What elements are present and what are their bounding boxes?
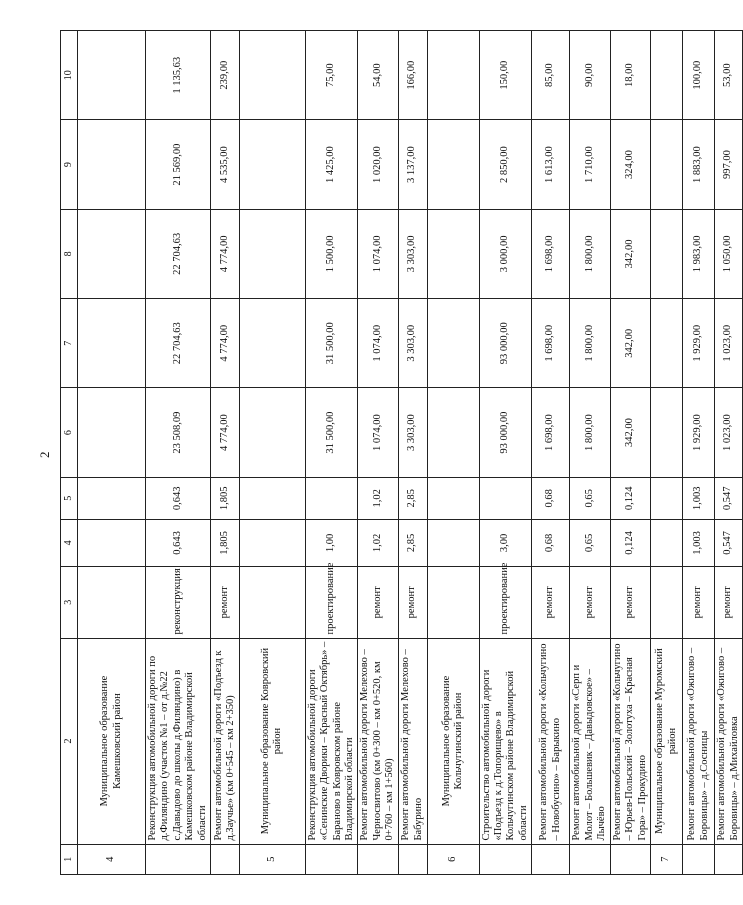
road-name-cell: Строительство автомобильной дороги «Подъезд к д.Топорищево» в Кольчугинском районе Владимирской области xyxy=(479,638,532,844)
value-cell: 3 303,00 xyxy=(398,388,427,477)
header-cell: 7 xyxy=(61,299,78,388)
work-type-cell: проектирование xyxy=(479,567,532,638)
length-cell: 2,85 xyxy=(398,519,427,566)
length-cell: 2,85 xyxy=(398,477,427,519)
empty-cell xyxy=(305,844,358,874)
value-cell: 4 774,00 xyxy=(210,209,239,298)
road-name-cell: Ремонт автомобильной дороги Мелехово – Бабурино xyxy=(398,638,427,844)
empty-cell xyxy=(78,477,146,519)
value-cell: 22 704,63 xyxy=(146,299,211,388)
empty-cell xyxy=(78,120,146,209)
table-row xyxy=(398,31,427,875)
empty-cell xyxy=(239,31,305,120)
road-name-cell: Ремонт автомобильной дороги «Серп и Молот – Большевик – Давыдовское» – Лычёво xyxy=(570,638,611,844)
value-cell: 1 800,00 xyxy=(570,299,611,388)
empty-cell xyxy=(239,477,305,519)
empty-cell xyxy=(78,388,146,477)
empty-cell xyxy=(479,844,532,874)
value-cell: 3 137,00 xyxy=(398,120,427,209)
length-cell: 0,68 xyxy=(532,519,570,566)
work-type-cell: ремонт xyxy=(570,567,611,638)
length-cell: 1,02 xyxy=(358,519,398,566)
table-row xyxy=(683,31,715,875)
empty-cell xyxy=(651,477,683,519)
length-cell: 3,00 xyxy=(479,519,532,566)
empty-cell xyxy=(427,31,479,120)
section-number: 7 xyxy=(651,844,683,874)
value-cell: 1 020,00 xyxy=(358,120,398,209)
empty-cell xyxy=(78,209,146,298)
length-cell: 0,643 xyxy=(146,519,211,566)
section-row xyxy=(78,31,146,875)
length-cell: 1,805 xyxy=(210,519,239,566)
value-cell: 53,00 xyxy=(715,31,743,120)
header-cell: 5 xyxy=(61,477,78,519)
table-row xyxy=(570,31,611,875)
header-cell: 1 xyxy=(61,844,78,874)
road-name-cell: Ремонт автомобильной дороги «Кольчугино – Новобусино» – Барыкино xyxy=(532,638,570,844)
value-cell: 1 698,00 xyxy=(532,388,570,477)
empty-cell xyxy=(427,388,479,477)
value-cell: 3 000,00 xyxy=(479,209,532,298)
value-cell: 2 850,00 xyxy=(479,120,532,209)
value-cell: 342,00 xyxy=(611,299,651,388)
empty-cell xyxy=(239,567,305,638)
value-cell: 100,00 xyxy=(683,31,715,120)
road-name-cell: Ремонт автомобильной дороги «Кольчугино – Юрьев-Польский – Золотуха – Красная Гора» – Прокудино xyxy=(611,638,651,844)
empty-cell xyxy=(570,844,611,874)
section-title: Муниципальное образование Муромский район xyxy=(651,638,683,844)
empty-cell xyxy=(651,519,683,566)
value-cell: 1 929,00 xyxy=(683,299,715,388)
value-cell: 324,00 xyxy=(611,120,651,209)
value-cell: 93 000,00 xyxy=(479,388,532,477)
empty-cell xyxy=(651,31,683,120)
value-cell: 1 023,00 xyxy=(715,299,743,388)
value-cell: 1 800,00 xyxy=(570,388,611,477)
length-cell: 1,805 xyxy=(210,477,239,519)
length-cell: 0,643 xyxy=(146,477,211,519)
empty-cell xyxy=(651,120,683,209)
header-cell: 9 xyxy=(61,120,78,209)
value-cell: 85,00 xyxy=(532,31,570,120)
rotated-table-container xyxy=(60,30,740,875)
empty-cell xyxy=(651,388,683,477)
value-cell: 239,00 xyxy=(210,31,239,120)
road-works-table xyxy=(60,30,743,875)
empty-cell xyxy=(146,844,211,874)
length-cell xyxy=(305,477,358,519)
length-cell: 1,003 xyxy=(683,477,715,519)
empty-cell xyxy=(611,844,651,874)
work-type-cell: ремонт xyxy=(611,567,651,638)
empty-cell xyxy=(78,519,146,566)
value-cell: 1 698,00 xyxy=(532,299,570,388)
work-type-cell: реконструкция xyxy=(146,567,211,638)
empty-cell xyxy=(683,844,715,874)
value-cell: 31 500,00 xyxy=(305,299,358,388)
empty-cell xyxy=(239,120,305,209)
value-cell: 90,00 xyxy=(570,31,611,120)
value-cell: 22 704,63 xyxy=(146,209,211,298)
section-number: 5 xyxy=(239,844,305,874)
work-type-cell: ремонт xyxy=(683,567,715,638)
length-cell: 0,65 xyxy=(570,519,611,566)
road-name-cell: Ремонт автомобильной дороги «Ожигово – Боровицы» – д.Сосницы xyxy=(683,638,715,844)
page-number: 2 xyxy=(37,451,52,458)
value-cell: 1 500,00 xyxy=(305,209,358,298)
value-cell: 150,00 xyxy=(479,31,532,120)
road-name-cell: Реконструкция автомобильной дороги «Сенинские Дворики – Красный Октябрь» – Бараново в Ковровском районе Владимирской области xyxy=(305,638,358,844)
empty-cell xyxy=(78,567,146,638)
header-cell: 8 xyxy=(61,209,78,298)
section-title: Муниципальное образование Ковровский район xyxy=(239,638,305,844)
value-cell: 3 303,00 xyxy=(398,209,427,298)
road-name-cell: Ремонт автомобильной дороги Мелехово – Черносвитово (км 0+300 – км 0+520, км 0+760 – км 1+560) xyxy=(358,638,398,844)
length-cell: 0,68 xyxy=(532,477,570,519)
road-name-cell: Ремонт автомобильной дороги «Подъезд к д.Заучье» (км 0+545 – км 2+350) xyxy=(210,638,239,844)
empty-cell xyxy=(715,844,743,874)
header-cell: 3 xyxy=(61,567,78,638)
table-row xyxy=(479,31,532,875)
empty-cell xyxy=(651,209,683,298)
empty-cell xyxy=(532,844,570,874)
value-cell: 93 000,00 xyxy=(479,299,532,388)
document-frame xyxy=(60,30,740,875)
header-cell: 6 xyxy=(61,388,78,477)
length-cell xyxy=(479,477,532,519)
section-row xyxy=(239,31,305,875)
work-type-cell: ремонт xyxy=(210,567,239,638)
value-cell: 342,00 xyxy=(611,209,651,298)
value-cell: 1 135,63 xyxy=(146,31,211,120)
section-title: Муниципальное образование Кольчугинский район xyxy=(427,638,479,844)
table-row xyxy=(305,31,358,875)
value-cell: 4 774,00 xyxy=(210,299,239,388)
section-number: 6 xyxy=(427,844,479,874)
empty-cell xyxy=(78,31,146,120)
table-row xyxy=(210,31,239,875)
empty-cell xyxy=(239,299,305,388)
section-title: Муниципальное образование Камешковский район xyxy=(78,638,146,844)
empty-cell xyxy=(651,299,683,388)
length-cell: 1,00 xyxy=(305,519,358,566)
value-cell: 1 698,00 xyxy=(532,209,570,298)
value-cell: 1 613,00 xyxy=(532,120,570,209)
length-cell: 1,02 xyxy=(358,477,398,519)
value-cell: 3 303,00 xyxy=(398,299,427,388)
empty-cell xyxy=(427,120,479,209)
section-number: 4 xyxy=(78,844,146,874)
length-cell: 0,124 xyxy=(611,519,651,566)
length-cell: 0,547 xyxy=(715,477,743,519)
value-cell: 4 774,00 xyxy=(210,388,239,477)
table-row xyxy=(146,31,211,875)
value-cell: 23 508,09 xyxy=(146,388,211,477)
table-row xyxy=(532,31,570,875)
length-cell: 0,547 xyxy=(715,519,743,566)
section-row xyxy=(651,31,683,875)
work-type-cell: ремонт xyxy=(358,567,398,638)
empty-cell xyxy=(427,519,479,566)
empty-cell xyxy=(398,844,427,874)
value-cell: 1 050,00 xyxy=(715,209,743,298)
work-type-cell: ремонт xyxy=(532,567,570,638)
header-cell: 2 xyxy=(61,638,78,844)
value-cell: 75,00 xyxy=(305,31,358,120)
value-cell: 21 569,00 xyxy=(146,120,211,209)
header-row xyxy=(61,31,78,875)
empty-cell xyxy=(239,519,305,566)
empty-cell xyxy=(239,209,305,298)
value-cell: 54,00 xyxy=(358,31,398,120)
value-cell: 1 074,00 xyxy=(358,209,398,298)
empty-cell xyxy=(239,388,305,477)
work-type-cell: ремонт xyxy=(398,567,427,638)
empty-cell xyxy=(651,567,683,638)
value-cell: 18,00 xyxy=(611,31,651,120)
section-row xyxy=(427,31,479,875)
value-cell: 1 883,00 xyxy=(683,120,715,209)
header-cell: 10 xyxy=(61,31,78,120)
value-cell: 1 983,00 xyxy=(683,209,715,298)
value-cell: 1 074,00 xyxy=(358,388,398,477)
road-name-cell: Реконструкция автомобильной дороги по д.Филяндино (участок №1 – от д.№22 с.Давыдово до школы д.Филяндино) в Камешковском районе Владимирской области xyxy=(146,638,211,844)
empty-cell xyxy=(78,299,146,388)
table-row xyxy=(611,31,651,875)
length-cell: 0,124 xyxy=(611,477,651,519)
empty-cell xyxy=(427,209,479,298)
value-cell: 342,00 xyxy=(611,388,651,477)
value-cell: 1 023,00 xyxy=(715,388,743,477)
value-cell: 1 710,00 xyxy=(570,120,611,209)
length-cell: 0,65 xyxy=(570,477,611,519)
value-cell: 1 800,00 xyxy=(570,209,611,298)
table-row xyxy=(358,31,398,875)
empty-cell xyxy=(358,844,398,874)
value-cell: 1 074,00 xyxy=(358,299,398,388)
empty-cell xyxy=(427,477,479,519)
value-cell: 1 425,00 xyxy=(305,120,358,209)
value-cell: 31 500,00 xyxy=(305,388,358,477)
value-cell: 166,00 xyxy=(398,31,427,120)
empty-cell xyxy=(210,844,239,874)
work-type-cell: ремонт xyxy=(715,567,743,638)
road-name-cell: Ремонт автомобильной дороги «Ожигово – Боровицы» – д.Михайловка xyxy=(715,638,743,844)
work-type-cell: проектирование xyxy=(305,567,358,638)
empty-cell xyxy=(427,567,479,638)
value-cell: 997,00 xyxy=(715,120,743,209)
table-row xyxy=(715,31,743,875)
value-cell: 1 929,00 xyxy=(683,388,715,477)
length-cell: 1,003 xyxy=(683,519,715,566)
header-cell: 4 xyxy=(61,519,78,566)
empty-cell xyxy=(427,299,479,388)
value-cell: 4 535,00 xyxy=(210,120,239,209)
